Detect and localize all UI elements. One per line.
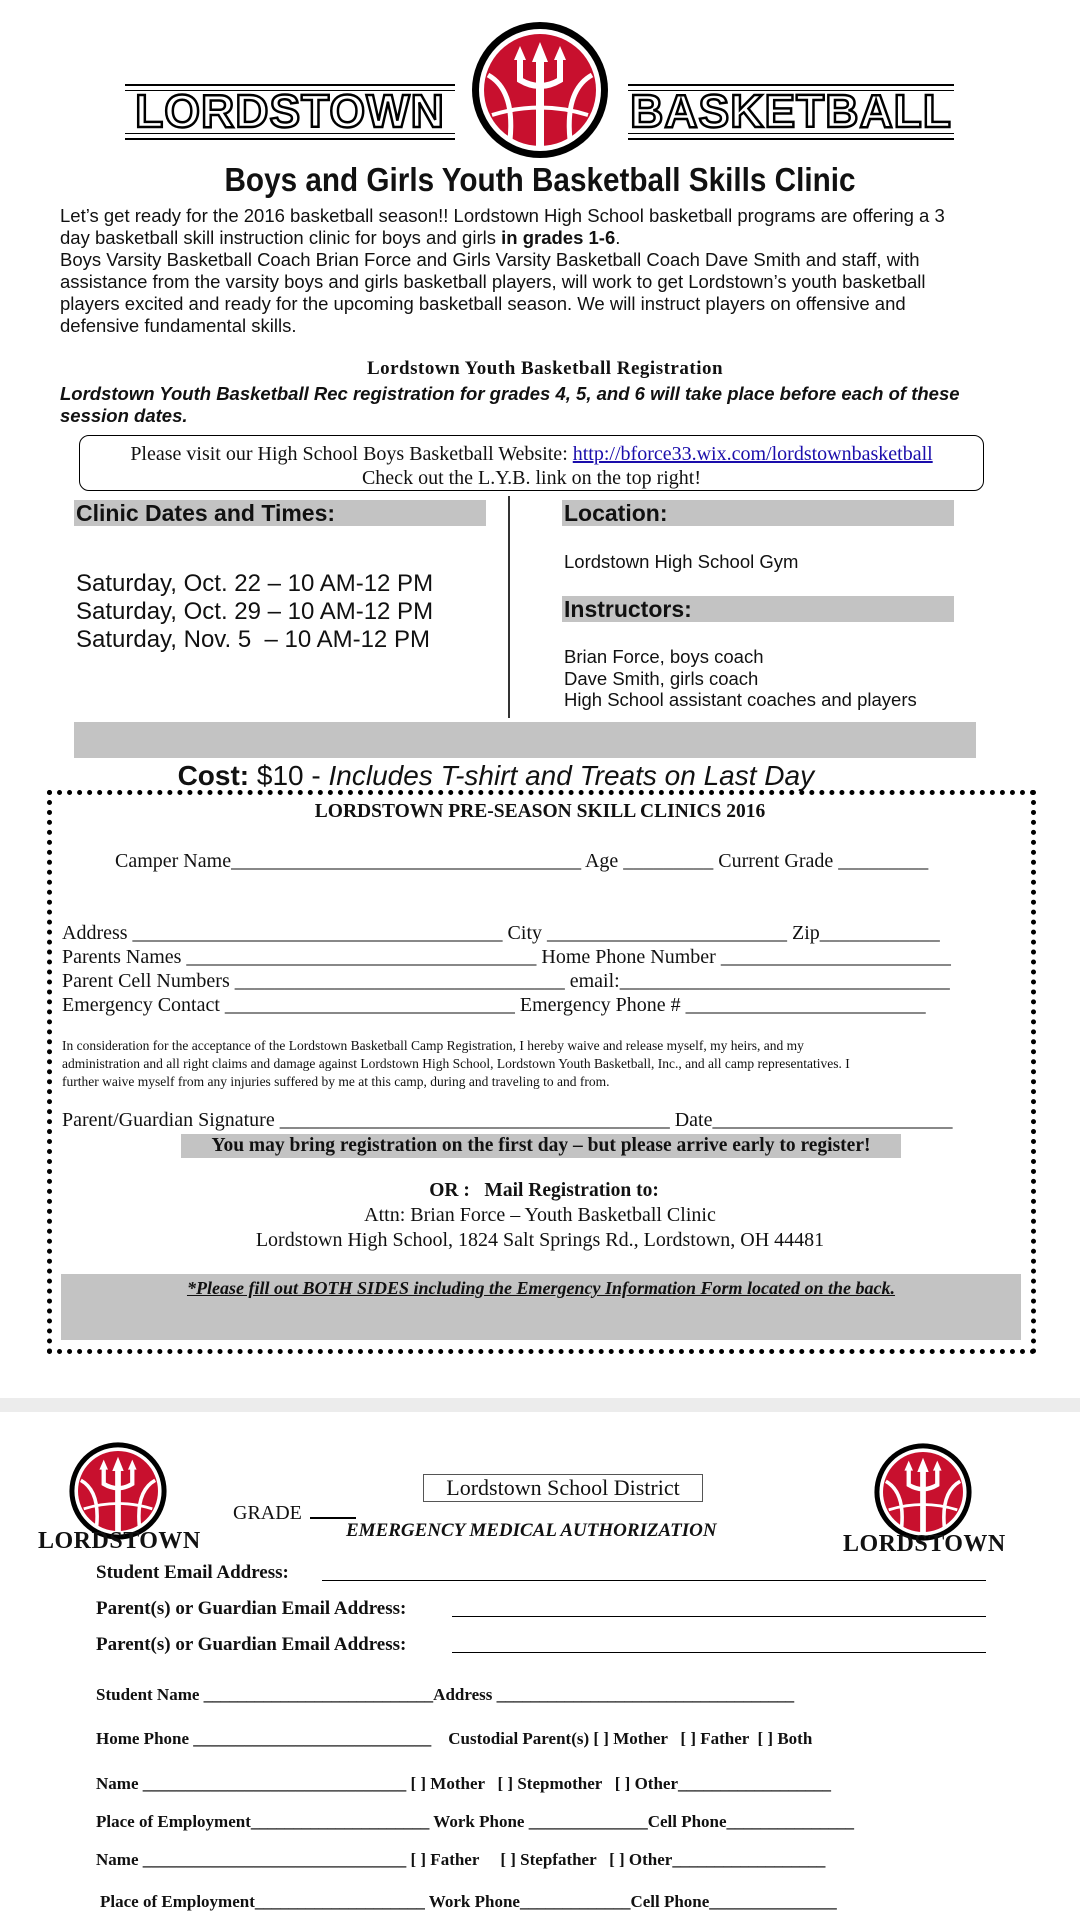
basketball-wordmark: BASKETBALL (630, 85, 952, 137)
both-sides-note: *Please fill out BOTH SIDES including the Emergency Information Form located on the back. (61, 1274, 1021, 1340)
parent1-name-row[interactable]: Name _______________________________ [ ] Mother [ ] Stepmother [ ] Other__________________ (96, 1774, 832, 1793)
grade-field[interactable] (310, 1503, 356, 1519)
camper-name-row[interactable]: Camper Name___________________________________ Age _________ Current Grade _________ (115, 850, 929, 872)
header (0, 0, 1080, 198)
instructor: Brian Force, boys coach (564, 646, 764, 667)
signature-row[interactable]: Parent/Guardian Signature _______________________________________ Date________________________ (62, 1109, 953, 1131)
parent-email-field[interactable] (452, 1652, 986, 1653)
instructors-heading: Instructors: (562, 596, 954, 622)
website-box (79, 435, 984, 491)
page-separator (0, 1398, 1080, 1412)
intro-line: Boys Varsity Basketball Coach Brian Force and Girls Varsity Basketball Coach Dave Smith and staff, with (60, 249, 920, 270)
bring-registration-note: You may bring registration on the first day – but please arrive early to register! (181, 1134, 901, 1158)
cost-bar (74, 722, 976, 791)
intro-line: day basketball skill instruction clinic for boys and girls in grades 1-6. (60, 227, 621, 248)
trident-basketball-logo (68, 1441, 168, 1541)
mail-address: Lordstown High School, 1824 Salt Springs Rd., Lordstown, OH 44481 (255, 1229, 825, 1251)
logo-caption: LORDSTOWN (38, 1528, 201, 1554)
instructors-list (564, 646, 917, 711)
parent-cell-row[interactable]: Parent Cell Numbers _________________________________ email:_________________________________ (62, 970, 950, 992)
trident-basketball-logo (470, 20, 610, 160)
grade-label: GRADE (233, 1502, 302, 1524)
emergency-contact-row[interactable]: Emergency Contact _____________________________ Emergency Phone # ________________________ (62, 994, 926, 1016)
lyb-note: Check out the L.Y.B. link on the top right! (361, 467, 702, 489)
clinic-dates (76, 570, 433, 654)
registration-heading: Lordstown Youth Basketball Registration (366, 358, 724, 379)
trident-basketball-logo (873, 1442, 973, 1542)
location-value: Lordstown High School Gym (564, 551, 799, 572)
student-name-row[interactable]: Student Name ___________________________Address ___________________________________ (96, 1685, 795, 1704)
address-row[interactable]: Address _____________________________________ City ________________________ Zip____________ (62, 922, 940, 944)
intro-line: assistance from the varsity boys and girls basketball players, will work to get Lordstown’s youth basketball (60, 271, 926, 292)
clinic-dates-heading: Clinic Dates and Times: (74, 500, 486, 526)
parents-names-row[interactable]: Parents Names ___________________________________ Home Phone Number _______________________ (62, 946, 951, 968)
cost-label: Cost: (177, 760, 250, 791)
intro-line: Let’s get ready for the 2016 basketball season!! Lordstown High School basketball programs are offering a 3 (60, 205, 945, 226)
district-box: Lordstown School District (423, 1474, 703, 1502)
parent-email-label: Parent(s) or Guardian Email Address: (96, 1598, 407, 1619)
mail-attn: Attn: Brian Force – Youth Basketball Clinic (364, 1204, 716, 1226)
parent-email-label: Parent(s) or Guardian Email Address: (96, 1634, 407, 1655)
website-prefix: Please visit our High School Boys Basketball Website: (130, 443, 573, 465)
parent2-employment-row[interactable]: Place of Employment____________________ Work Phone_____________Cell Phone_______________ (100, 1892, 837, 1911)
parent2-name-row[interactable]: Name _______________________________ [ ] Father [ ] Stepfather [ ] Other__________________ (96, 1850, 826, 1869)
student-email-field[interactable] (322, 1580, 986, 1581)
home-phone-row[interactable]: Home Phone ____________________________ Custodial Parent(s) [ ] Mother [ ] Father [ ] Both (96, 1729, 813, 1748)
clinic-date: Saturday, Oct. 22 – 10 AM-12 PM (76, 570, 434, 597)
page-title: Boys and Girls Youth Basketball Skills Clinic (224, 161, 856, 198)
clinic-date: Saturday, Nov. 5 – 10 AM-12 PM (76, 626, 430, 653)
location-heading: Location: (562, 500, 954, 526)
column-divider (508, 496, 510, 718)
intro-paragraph (60, 205, 1040, 337)
instructor: High School assistant coaches and players (564, 689, 917, 710)
cost-detail: Includes T-shirt and Treats on Last Day (328, 760, 815, 791)
registration-note: Lordstown Youth Basketball Rec registration for grades 4, 5, and 6 will take place before each of these session dates. (60, 383, 960, 426)
logo-caption: LORDSTOWN (843, 1531, 1006, 1557)
intro-line: players excited and ready for the upcoming basketball season. We will instruct players on offensive and (60, 293, 906, 314)
clinic-date: Saturday, Oct. 29 – 10 AM-12 PM (76, 598, 434, 625)
auth-title: EMERGENCY MEDICAL AUTHORIZATION (346, 1520, 717, 1541)
instructor: Dave Smith, girls coach (564, 667, 759, 689)
form-title: LORDSTOWN PRE-SEASON SKILL CLINICS 2016 (314, 801, 766, 822)
cost-amount: $10 - (249, 760, 329, 791)
parent-email-field[interactable] (452, 1616, 986, 1617)
mail-heading: OR : Mail Registration to: (429, 1180, 659, 1201)
waiver-text: In consideration for the acceptance of the Lordstown Basketball Camp Registration, I hereby waive and release myself, my heirs, and my administration and all right claims and damage against Lordstown High School, Lordstown Youth Basketball, Inc., and all camp representatives. I further waive myself from any injuries suffered by me at this camp, during and traveling to and from. (62, 1038, 850, 1089)
lordstown-wordmark: LORDSTOWN (135, 85, 445, 137)
parent1-employment-row[interactable]: Place of Employment_____________________ Work Phone ______________Cell Phone_______________ (96, 1812, 855, 1831)
website-link[interactable]: http://bforce33.wix.com/lordstownbasketball (572, 443, 933, 465)
student-email-label: Student Email Address: (96, 1562, 289, 1583)
intro-line: defensive fundamental skills. (60, 315, 297, 336)
